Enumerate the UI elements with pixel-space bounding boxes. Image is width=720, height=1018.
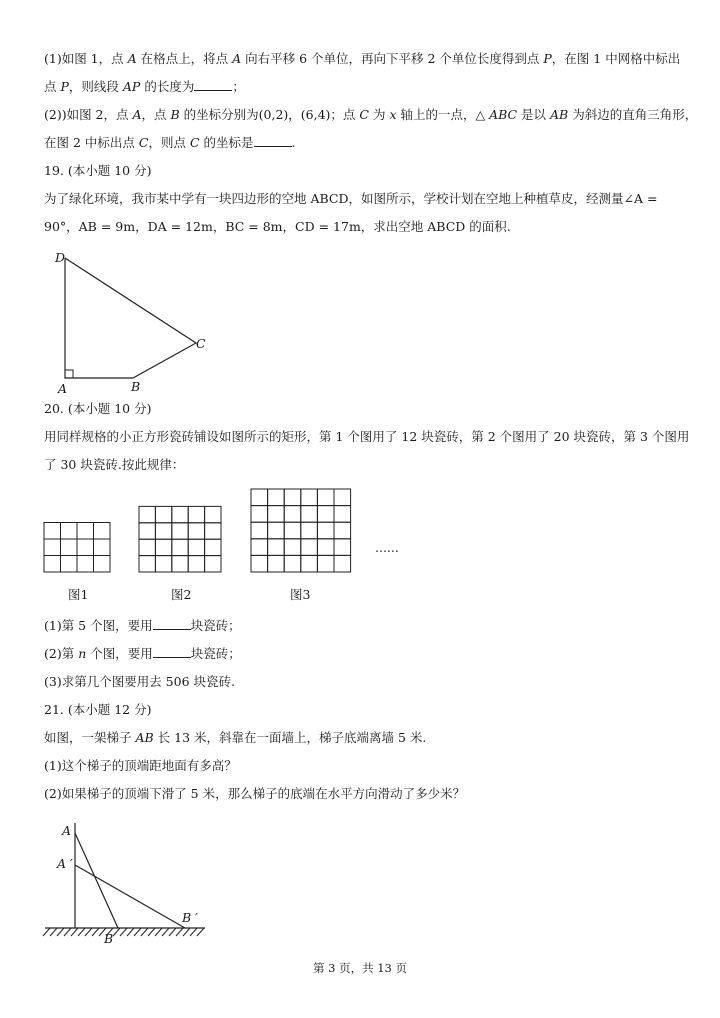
hatch-mark [85,928,92,936]
tile [172,523,188,539]
tile [155,539,171,555]
q18-part1-line1: (1)如图 1，点 A 在格点上，将点 A 向右平移 6 个单位，再向下平移 2 个单位长度得到点 P，在图 1 中网格中标出 [44,51,681,66]
answer-blank[interactable] [153,617,191,630]
tile [155,506,171,522]
tile [317,555,334,572]
hatch-mark [190,928,197,936]
q20-text-line2: 了 30 块瓷砖.按此规律： [44,457,185,472]
q21-header: 21. (本小题 12 分) [44,702,152,717]
tile [317,506,334,523]
hatch-mark [148,928,155,936]
right-angle-mark [65,370,73,378]
q20-sub3: (3)求第几个图要用去 506 块瓷砖. [44,674,235,689]
tile [334,522,351,539]
tile-grids [44,489,351,572]
hatch-mark [64,928,71,936]
tile [251,555,268,572]
tile [205,539,221,555]
tile [172,556,188,572]
tile [301,539,318,556]
tile [268,506,285,523]
q18-part2-line1: (2))如图 2，点 A，点 B 的坐标分别为(0,2)，(6,4)；点 C 为 x 轴上的一点，△ ABC 是以 AB 为斜边的直角三角形， [44,107,698,122]
tile [301,489,318,506]
tile [251,506,268,523]
hatch-mark [57,928,64,936]
hatch-mark [183,928,190,936]
tile [317,539,334,556]
hatch-mark [176,928,183,936]
tile [251,489,268,506]
tile [139,523,155,539]
tile [94,539,111,556]
tile [155,523,171,539]
q20-sub2: (2)第 n 个图，要用 块瓷砖； [44,646,241,661]
tile [188,506,204,522]
tile [77,539,94,556]
tile [205,523,221,539]
tile-grid-2 [139,506,221,572]
hatch-mark [113,928,120,936]
tile [172,506,188,522]
q19-text-line2: 90°，AB = 9m，DA = 12m，BC = 8m，CD = 17m，求出空地 ABCD 的面积. [44,219,511,234]
hatch-mark [162,928,169,936]
q19-text-line1: 为了绿化环境，我市某中学有一块四边形的空地 ABCD，如图所示，学校计划在空地上种植草皮，经测量∠A = [44,191,658,206]
q20-text-line1: 用同样规格的小正方形瓷砖铺设如图所示的矩形，第 1 个图用了 12 块瓷砖，第 2 个图用了 20 块瓷砖，第 3 个图用 [44,429,690,444]
q19-header: 19. (本小题 10 分) [44,163,152,178]
hatch-mark [92,928,99,936]
ground-hatching [43,928,204,936]
label-c: C [196,336,206,351]
hatch-mark [197,928,204,936]
tile [188,556,204,572]
tile [317,489,334,506]
tile [205,556,221,572]
hatch-mark [43,928,50,936]
tile [139,539,155,555]
label-b-prime: B ′ [182,910,198,925]
tile [284,555,301,572]
ladder-ab [75,833,118,928]
answer-blank[interactable] [153,645,191,658]
tile [77,556,94,573]
q21-sub1: (1)这个梯子的顶端距地面有多高？ [44,758,237,773]
tile [284,489,301,506]
q20-sub1: (1)第 5 个图，要用 块瓷砖； [44,618,241,633]
hatch-mark [127,928,134,936]
hatch-mark [78,928,85,936]
tile [317,522,334,539]
label-b: B [131,379,141,394]
tile [172,539,188,555]
tile [205,506,221,522]
hatch-mark [134,928,141,936]
tile [188,539,204,555]
tile [44,556,61,573]
tile [155,556,171,572]
label-d: D [55,250,66,265]
tile [268,539,285,556]
q18-part1-line2: 点 P，则线段 AP 的长度为 ； [44,79,245,94]
tile [44,539,61,556]
page-footer: 第 3 页，共 13 页 [312,961,408,975]
hatch-mark [169,928,176,936]
tile [251,522,268,539]
tile [61,539,78,556]
tile [77,523,94,540]
tile [334,489,351,506]
tile [188,523,204,539]
tile [44,523,61,540]
hatch-mark [50,928,57,936]
tile [301,506,318,523]
label-a: A [58,381,68,396]
q20-header: 20. (本小题 10 分) [44,401,152,416]
tile [251,539,268,556]
label-a-top: A [62,823,72,838]
hatch-mark [141,928,148,936]
ellipsis: ...... [375,540,399,555]
tile [301,555,318,572]
figure-1-label: 图1 [68,587,89,602]
tile [334,555,351,572]
label-a-prime: A ′ [57,856,73,871]
tile [139,556,155,572]
tile [284,539,301,556]
tile [139,506,155,522]
tile [94,523,111,540]
figure-3-label: 图3 [290,587,311,602]
hatch-mark [120,928,127,936]
q21-sub2: (2)如果梯子的顶端下滑了 5 米，那么梯子的底端在水平方向滑动了多少米？ [44,786,466,801]
figure-2-label: 图2 [171,587,192,602]
label-b-bottom: B [104,931,114,946]
quadrilateral-abcd [65,258,196,378]
hatch-mark [71,928,78,936]
tile [334,539,351,556]
tile [334,506,351,523]
q21-text-line1: 如图，一架梯子 AB 长 13 米，斜靠在一面墙上，梯子底端离墙 5 米. [44,730,427,745]
tile [268,555,285,572]
q18-part2-line2: 在图 2 中标出点 C，则点 C 的坐标是 . [44,135,296,150]
tile [61,523,78,540]
tile [268,489,285,506]
tile [284,506,301,523]
tile-grid-3 [251,489,351,572]
hatch-mark [155,928,162,936]
tile-grid-1 [44,523,110,573]
ladder-a-prime-b-prime [75,865,185,928]
tile [301,522,318,539]
tile [268,522,285,539]
tile [94,556,111,573]
tile [284,522,301,539]
tile [61,556,78,573]
